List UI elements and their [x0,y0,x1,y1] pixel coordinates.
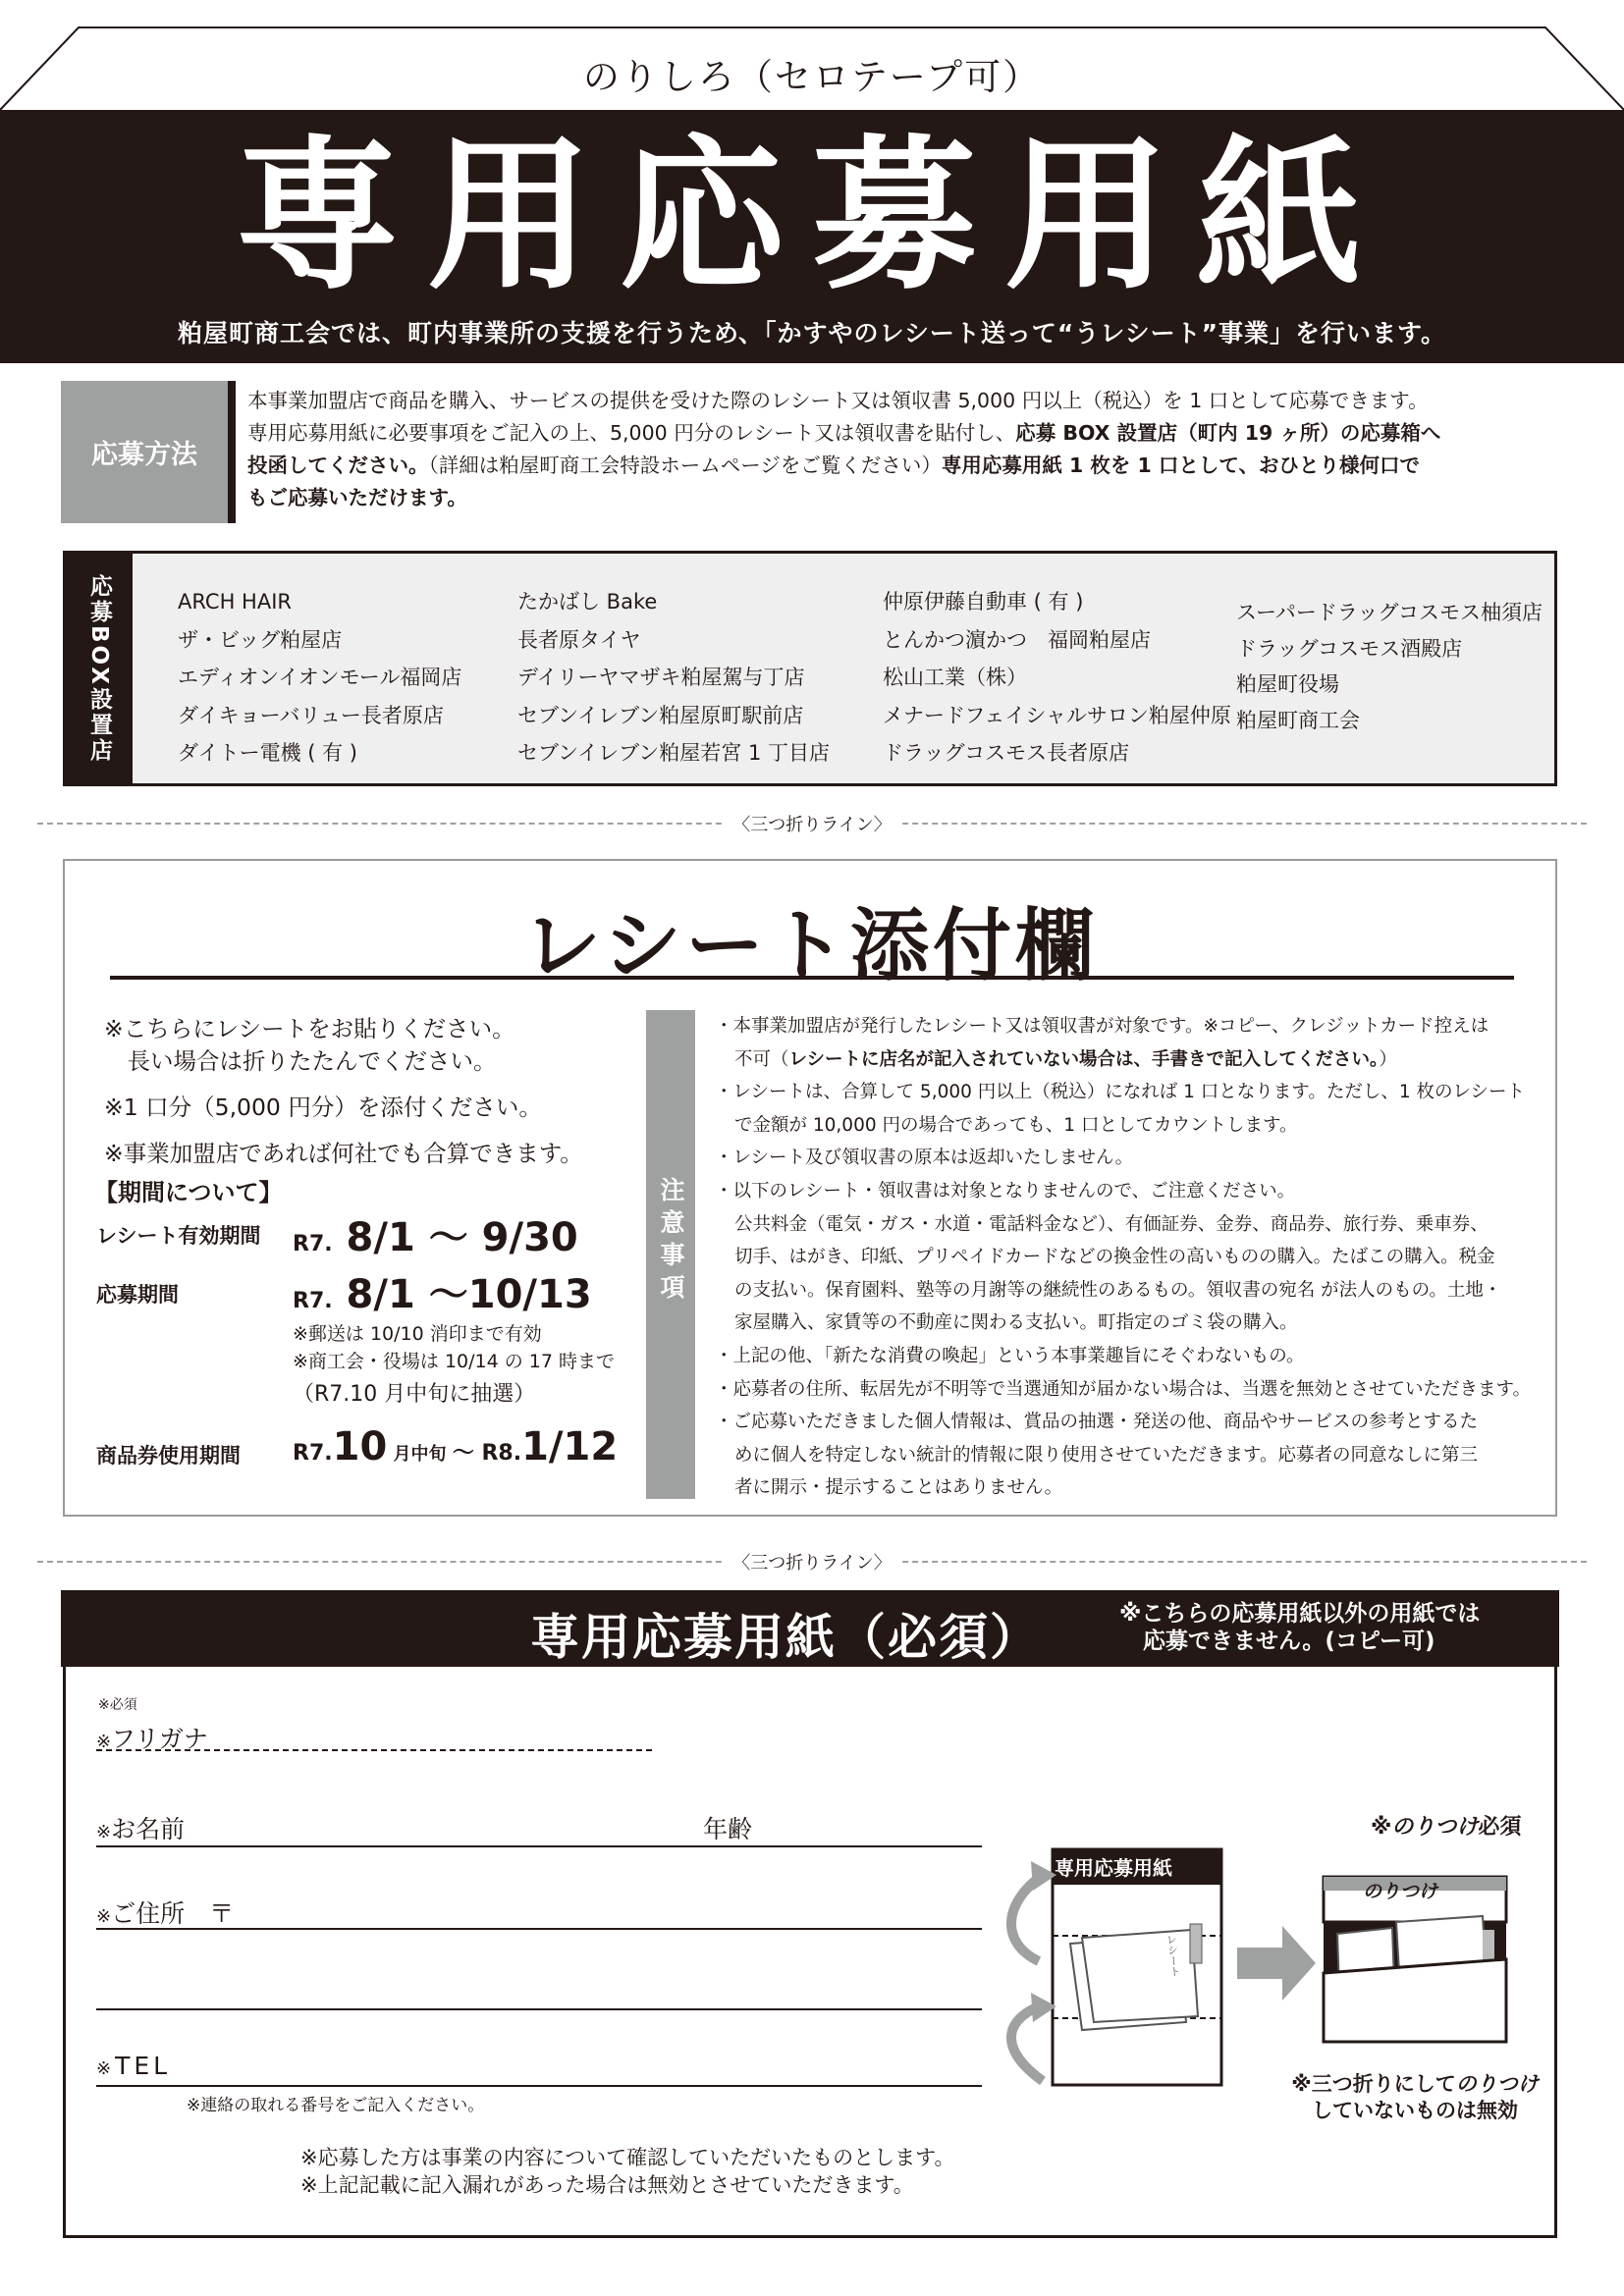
store-item: デイリーヤマザキ粕屋駕与丁店 [517,666,805,689]
caution-tag [646,1010,695,1499]
period-apply-value [293,1263,592,1319]
caution-item: の支払い。保育園料、塾等の月謝等の継続性のあるもの。領収書の宛名 が法人のもの。土地・ [734,1279,1502,1301]
tel-label-text: TEL [115,2052,172,2080]
period-apply-notes [293,1320,615,1375]
furigana-label-text: フリガナ [111,1725,208,1753]
store-item: 粕屋町商工会 [1236,708,1360,732]
store-item: とんかつ濵かつ 福岡粕屋店 [883,627,1151,652]
receipt-attach-area [63,859,1557,1517]
fold-line-label [0,811,1624,836]
receipt-notes [104,1006,583,1177]
form-header [61,1590,1559,1667]
fold-glue-note-line [1282,2071,1547,2098]
caution-item: ・レシート及び領収書の原本は返却いたしません。 [715,1148,1134,1169]
method-text-part: （詳細は粕屋町商工会特設ホームページをご覧ください） [428,454,942,477]
glue-required-text: ※ [1371,1815,1392,1840]
title-band [0,110,1624,363]
store-list-tag [66,554,133,783]
lottery-note: （R7.10 月中旬に抽選） [293,1382,536,1407]
required-mark: ※ [96,2058,116,2079]
page-subtitle: 粕屋町商工会では、町内事業所の支援を行うため、「かすやのレシート送って“うレシート”事業」を行います。 [177,319,1447,347]
fold-glue-note [1282,2071,1547,2124]
caution-item: ・ご応募いただきました個人情報は、賞品の抽選・発送の他、商品やサービスの参考とするた [715,1412,1479,1433]
period-era: R7. [293,1232,333,1256]
name-label-text: お名前 [111,1815,186,1843]
caution-item: ・上記の他、「新たな消費の喚起」という本事業趣旨にそぐわないもの。 [715,1345,1305,1366]
period-mid-month: 月中旬 [387,1444,453,1465]
address-label-text: ご住所 〒 [111,1899,235,1928]
footer-note: ※上記記載に記入漏れがあった場合は無効とさせていただきます。 [300,2173,914,2197]
method-text-bold: もご応募いただけます。 [247,486,467,509]
illus-right-arrow-icon [1237,1926,1316,2001]
store-item: 松山工業（株） [883,666,1027,689]
store-item: ドラッグコスモス長者原店 [883,741,1130,765]
caution-item: 者に開示・提示することはありません。 [734,1477,1063,1499]
receipt-title-rule [110,976,1514,980]
caution-item: で金額が 10,000 円の場合であっても、1 口としてカウントします。 [734,1114,1298,1136]
method-text [247,385,1524,514]
fold-line-label-text: 〈三つ折りライン〉 [723,815,900,835]
period-valid-value [293,1206,578,1262]
form-note-line: 応募できません。(コピー可) [1143,1629,1435,1654]
caution-list [715,1010,1544,1505]
store-item: 粕屋町役場 [1236,672,1339,696]
store-item: 長者原タイヤ [517,627,641,652]
store-item: たかばし Bake [517,590,658,614]
illus-fold-arrow-icon [1011,1875,1043,1961]
receipt-note: ※事業加盟店であれば何社でも合算できます。 [104,1140,583,1167]
form-title: 専用応募用紙（必須） [530,1609,1041,1666]
method-text-bold: 投函してください。 [247,454,429,477]
fold-glue-note-text: ※三つ折りにして [1291,2072,1456,2096]
receipt-note: ※こちらにレシートをお貼りください。 [104,1015,515,1042]
caution-item: ・本事業加盟店が発行したレシート又は領収書が対象です。※コピー、クレジットカード控えは [715,1016,1489,1037]
required-legend: ※必須 [98,1697,137,1713]
fold-line-label-text: 〈三つ折りライン〉 [723,1553,900,1574]
address-label [96,1895,234,1930]
receipt-note: ※1 口分（5,000 円分）を添付ください。 [104,1094,542,1121]
store-column-1 [178,583,461,773]
furigana-input-line[interactable] [96,1749,652,1751]
method-line: 本事業加盟店で商品を購入、サービスの提供を受けた際のレシート又は領収書 5,000 円以上（税込）を 1 口として応募できます。 [247,389,1429,412]
method-text-bold: 専用応募用紙 1 枚を 1 口として、おひとり様何口で [941,454,1421,477]
caution-item: 切手、はがき、印紙、プリペイドカードなどの換金性の高いものの購入。たばこの購入。税金 [734,1247,1495,1268]
period-heading: 【期間について】 [94,1179,283,1206]
tel-label [96,2052,171,2080]
illus-receipt-tab [1190,1924,1202,1963]
glue-required-emphasis: のりつけ [1391,1815,1479,1840]
period-era: R7. [293,1441,333,1466]
store-list-tag-text: 応募BOX設置店 [86,573,112,764]
tel-note: ※連絡の取れる番号をご記入ください。 [187,2096,485,2115]
caution-item: 公共料金（電気・ガス・水道・電話料金など）、有価証券、金券、商品券、旅行券、乗車券、 [734,1213,1489,1235]
footer-note: ※応募した方は事業の内容について確認していただいたものとします。 [300,2146,955,2169]
illus-sheet-label: 専用応募用紙 [1055,1856,1172,1880]
illus-receipt-label: レシート [1164,1933,1182,1978]
form-note [1119,1600,1480,1655]
caution-tag-text: 注意事項 [657,1177,685,1307]
form-note-line: ※こちらの応募用紙以外の用紙では [1119,1601,1481,1627]
illus-envelope-front [1324,1959,1506,2042]
name-input-line[interactable] [96,1845,982,1847]
caution-item: 家屋購入、家賃等の不動産に関わる支払い。町指定のゴミ袋の購入。 [734,1312,1298,1334]
store-item: ザ・ビッグ粕屋店 [178,627,343,652]
fold-glue-note-line: していないものは無効 [1312,2099,1518,2122]
store-column-2 [517,583,830,773]
period-dates: 8/1 ～ 9/30 [332,1215,578,1260]
store-list-box [63,551,1557,786]
tel-input-line[interactable] [96,2085,982,2087]
method-line [247,417,1524,450]
required-mark: ※ [96,1732,112,1752]
store-item: エディオンイオンモール福岡店 [178,666,462,689]
fold-glue-note-emphasis: のりつけ [1455,2072,1539,2096]
address-input-line-2[interactable] [96,2008,982,2010]
store-item: ダイキョーバリュー長者原店 [178,703,444,727]
period-dates: 1/12 [521,1424,619,1469]
method-line [247,450,1524,482]
receipt-note: 長い場合は折りたたんでください。 [104,1047,497,1075]
period-era: R7. [293,1289,333,1313]
period-voucher-value [293,1424,618,1469]
period-dates: 8/1 ～10/13 [332,1272,592,1317]
required-mark: ※ [96,1822,112,1842]
glue-flap [0,0,1624,118]
store-item: ドラッグコスモス酒殿店 [1236,636,1463,661]
receipt-title: レシート添付欄 [522,900,1098,991]
period-apply-label: 応募期間 [96,1283,179,1307]
store-item: セブンイレブン粕屋原町駅前店 [517,703,804,727]
caution-item: ・応募者の住所、転居先が不明等で当選通知が届かない場合は、当選を無効とさせていただきます。 [715,1378,1532,1400]
store-item: メナードフェイシャルサロン粕屋仲原 [883,703,1231,727]
store-item: 仲原伊藤自動車 ( 有 ) [883,590,1084,614]
fold-line-label [0,1549,1624,1575]
store-column-4 [1236,595,1543,738]
caution-item: めに個人を特定しない統計的情報に限り使用させていただきます。応募者の同意なしに第三 [734,1444,1479,1466]
name-label [96,1810,185,1845]
address-input-line-1[interactable] [96,1928,982,1930]
glue-flap-label: のりしろ（セロテープ可） [582,56,1042,98]
period-apply-note: ※郵送は 10/10 消印まで有効 [293,1323,542,1345]
caution-item [715,1043,1544,1077]
illus-receipt-tab [1483,1930,1494,1963]
period-voucher-label: 商品券使用期間 [96,1444,241,1468]
period-apply-note: ※商工会・役場は 10/14 の 17 時まで [293,1351,616,1372]
store-item: ARCH HAIR [178,590,292,614]
caution-item: ・レシートは、合算して 5,000 円以上（税込）になれば 1 口となります。ただし、1 枚のレシート [715,1082,1526,1103]
store-item: スーパードラッグコスモス柚須店 [1236,601,1543,624]
caution-bold: レシートに店名が記入されていない場合は、手書きで記入してください。 [788,1048,1380,1070]
method-text-part: 専用応募用紙に必要事項をご記入の上、5,000 円分のレシート又は領収書を貼付し、 [247,421,1016,445]
store-column-3 [883,583,1231,773]
store-item: セブンイレブン粕屋若宮 1 丁目店 [517,741,830,765]
illus-glue-label: のりつけ [1363,1881,1438,1902]
age-label: 年齢 [703,1815,753,1843]
method-line [247,482,1524,514]
required-mark: ※ [96,1906,112,1927]
store-item: ダイトー電機 ( 有 ) [178,741,357,765]
method-text-bold: 応募 BOX 設置店（町内 19 ヶ所）の応募箱へ [1015,421,1441,445]
caution-text: ） [1379,1048,1397,1070]
period-dates: 10 [332,1424,388,1469]
method-tag: 応募方法 [61,381,236,523]
caution-text: 不可（ [734,1048,789,1070]
glue-required-text: 必須 [1478,1815,1522,1840]
caution-item: ・以下のレシート・領収書は対象となりませんので、ご注意ください。 [715,1180,1296,1201]
period-era: ～ R8. [452,1441,522,1466]
period-valid-label: レシート有効期間 [96,1224,261,1248]
page-title: 専用応募用紙 [235,120,1389,312]
